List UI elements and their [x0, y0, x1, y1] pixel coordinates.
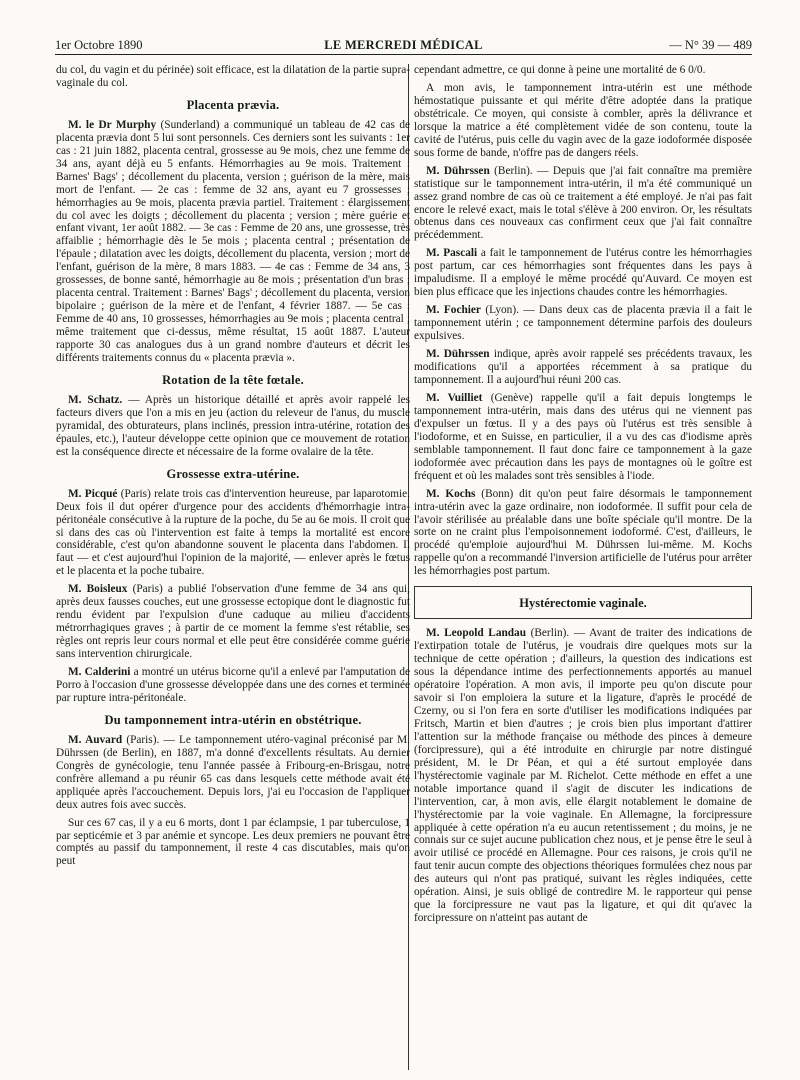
- journal-title: LE MERCREDI MÉDICAL: [324, 38, 483, 52]
- paragraph-text: a fait le tamponnement de l'utérus contre les hémorrhagies post partum, car ces hémorrhagies sont fréquentes dans les pays à impaludisme. Il a employé le même procédé qu'Auvard. Ce moyen est bien plus efficace que les injections chaudes contre les hémorrhagies.: [414, 247, 752, 299]
- author-name: M. Auvard: [68, 733, 123, 746]
- paragraph: [56, 734, 410, 812]
- section-heading: Placenta prævia.: [186, 97, 280, 112]
- author-name: M. Leopold Landau: [426, 627, 526, 640]
- paragraph-text: a montré un utérus bicorne qu'il a enlevé par l'amputation de Porro à l'occasion d'une grossesse développée dans une des cornes et terminée par rupture intra-péritonéale.: [56, 666, 410, 704]
- author-name: M. Fochier: [426, 304, 481, 317]
- paragraph: [414, 348, 752, 387]
- page-header: [55, 38, 752, 55]
- author-name: M. Kochs: [426, 487, 476, 500]
- paragraph-text: (Paris) relate trois cas d'intervention heureuse, par laparotomie. Deux fois il dut opérer d'urgence pour des accidents d'hémorrhagie intra-péritonéale consécutive à la rupture de la poche, du 5e au 6e mois. Il croit que si dans des cas où l'intervention est faite à temps la mortalité est encore considérable, c'est qu'on abandonne souvent le placenta dans l'abdomen. Il faut — et c'est aujourd'hui l'opinion de la majorité, — enlever après le fœtus et le placenta et la poche tubaire.: [56, 487, 410, 578]
- author-name: M. Pascali: [426, 247, 478, 260]
- author-name: M. Schatz.: [68, 393, 123, 406]
- right-column: [414, 64, 752, 1076]
- author-name: M. Boisleux: [68, 583, 128, 596]
- paragraph-text: indique, après avoir rappelé ses précédents travaux, les modifications qu'il a apportées récemment à sa pratique du tamponnement. Il a aujourd'hui réuni 200 cas.: [414, 348, 752, 386]
- paragraph: [414, 304, 752, 343]
- paragraph: [414, 247, 752, 299]
- author-name: M. Dührssen: [426, 348, 490, 361]
- paragraph: [56, 488, 410, 579]
- paragraph: A mon avis, le tamponnement intra-utérin est une méthode hémostatique puissante et qui mérite d'être adoptée dans la pratique obstétricale. Ce moyen, qui consiste à combler, après la délivrance et lorsque la matrice a été complètement vidée de son contenu, toute la cavité de l'utérus, puis celle du vagin avec de la gaze iodoformée disposée sous forme de bande, n'offre pas de dangers réels.: [414, 81, 752, 159]
- paragraph: [414, 488, 752, 579]
- issue-date: 1er Octobre 1890: [55, 38, 143, 52]
- author-name: M. Calderini: [68, 666, 131, 679]
- paragraph: du col, du vagin et du périnée) soit efficace, est la dilatation de la partie supra-vaginale du col.: [56, 64, 410, 89]
- paragraph: cependant admettre, ce qui donne à peine une mortalité de 6 0/0.: [414, 64, 706, 76]
- author-name: M. Dührssen: [426, 164, 490, 177]
- paragraph: [414, 165, 752, 243]
- paragraph-text: (Lyon). — Dans deux cas de placenta prævia il a fait le tamponnement utérin ; ce tamponnement détermine parfois des douleurs expulsives.: [414, 304, 752, 343]
- paragraph-text: (Paris). — Le tamponnement utéro-vaginal préconisé par M. Dührssen (de Berlin), en 1887, m'a donné d'excellents résultats. Au dernier Congrès de gynécologie, tenu l'année passée à Fribourg-en-Brisgau, notre confrère allemand a pu réunir 65 cas dans lesquels cette méthode avait été appliquée après l'accouchement. Depuis lors, j'ai eu l'occasion de l'appliquer deux autres fois avec succès.: [56, 733, 410, 811]
- paragraph: [56, 583, 410, 661]
- paragraph: [414, 627, 752, 925]
- paragraph: [56, 394, 410, 459]
- section-heading: Grossesse extra-utérine.: [166, 466, 300, 481]
- section-heading: Rotation de la tête fœtale.: [162, 372, 304, 387]
- author-name: M. le Dr Murphy: [68, 118, 157, 131]
- author-name: M. Vuilliet: [426, 391, 483, 404]
- paragraph-text: (Berlin). — Avant de traiter des indications de l'extirpation totale de l'utérus, je voudrais dire quelques mots sur la technique de cette opération ; d'ailleurs, la question des indications est sous la dépendance intime des perfectionnements apportés au manuel opératoire l'opération. A mon avis, il importe peu qu'on discute pour savoir si l'on emploiera la suture et la ligature, d'après le procédé de Czerny, ou si l'on fera en sorte d'utiliser les modifications indiquées par Fritsch, Martin et bien d'autres ; je crois bien plus important d'attirer l'attention sur la méthode française ou méthode des pinces à demeure (forcipressure), qui a été introduite en chirurgie par notre distingué président, M. le Dr Péan, et qui a été surtout employée dans l'hystérectomie vaginale par M. Richelot. Cette méthode en effet a une notable importance quand il s'agit de discuter les indications de l'intervention, car, à mon avis, elle élargit notablement le domaine de l'hystérectomie par la voie vaginale. En Allemagne, la forcipressure appliquée à cette opération n'a eu aucun retentissement ; du moins, je ne connais sur ce sujet aucune publication chez nous, et je pense être le seul à avoir utilisé ce procédé en Allemagne. Pour ces raisons, je crois qu'il ne faut tenir aucun compte des objections théoriques formulées chez nous par des auteurs qui n'ont pas pratiqué, suivant les règles indiquées, cette opération. Ainsi, je suis obligé de contredire M. le rapporteur qui pense que la forcipressure ne vaut pas la ligature, et qui dit qu'avec la forcipressure on n'atteint pas autant de: [414, 627, 752, 925]
- paragraph-text: (Paris) a publié l'observation d'une femme de 34 ans qui, après deux fausses couches, eut une grossesse ectopique dont le diagnostic fut rendu évident par l'expulsion d'une caduque au milieu d'accidents métrorrhagiques graves ; à partir de ce moment la femme s'est rétablie, ses règles ont repris leur cours normal et elle peut être considérée comme guérie sans intervention chirurgicale.: [56, 583, 410, 661]
- author-name: M. Picqué: [68, 487, 118, 500]
- section-heading: Du tamponnement intra-utérin en obstétrique.: [104, 712, 362, 727]
- left-column: [56, 64, 410, 1072]
- paragraph-text: (Berlin). — Depuis que j'ai fait connaître ma première statistique sur le tamponnement intra-utérin, il m'a été communiqué un assez grand nombre de cas où ce traitement a été employé. Je n'ai pas fait encore le relevé exact, mais le total s'élève à 200 environ. Or, les résultats obtenus dans ces nouveaux cas confirment ceux que j'ai fait connaître précédemment.: [414, 164, 752, 242]
- paragraph: [414, 392, 752, 483]
- paragraph: [56, 119, 410, 365]
- paragraph: [56, 666, 410, 705]
- paragraph: Sur ces 67 cas, il y a eu 6 morts, dont 1 par éclampsie, 1 par tuberculose, 1 par septicémie et 3 par anémie et syncope. Les deux premiers ne pouvant être comptés au passif du tamponnement, il reste 4 cas discutables, mais qu'on peut: [56, 816, 410, 868]
- paragraph-text: (Sunderland) a communiqué un tableau de 42 cas de placenta prævia dont 5 lui sont personnels. Ces derniers sont les suivants : 1er cas : 21 juin 1882, placenta central, grossesse au 9e mois, chez une femme de 34 ans, ayant déjà eu 5 enfants. Hémorrhagies au 9e mois. Traitement : Barnes' Bags' ; décollement du placenta, version ; guérison de la mère, mais mort de l'enfant. — 2e cas : femme de 32 ans, ayant eu 7 grossesses ; hémorrhagies au 9e mois, placenta prævia partiel. Traitement : élargissement du col avec les doigts ; décollement du placenta ; version ; mère guérie et enfant vivant, 1er août 1882. — 3e cas : Femme de 20 ans, une grossesse, très affaiblie ; hémorrhagie dès le 5e mois ; placenta central ; présentation de l'épaule ; dilatation avec les doigts, décollement du placenta, version ; mort de l'enfant, guérison de la mère, 8 mars 1883. — 4e cas : Femme de 34 ans, 3 grossesses, de bonne santé, hémorrhagie au 8e mois ; présentation d'un bras ; placenta central. Traitement : Barnes' Bags' ; décollement du placenta, version bipolaire ; guérison de la mère et de l'enfant, 4 février 1887. — 5e cas : Femme de 40 ans, 10 grossesses, hémorrhagies au 9e mois ; placenta central ; même traitement que ci-dessus, même résultat, 15 août 1887. L'auteur rapporte 30 cas analogues dus à un grand nombre d'auteurs et décrit les différents traitements connus du « placenta prævia ».: [56, 118, 410, 365]
- issue-number: — N° 39 — 489: [669, 38, 752, 52]
- paragraph-text: — Après un historique détaillé et après avoir rappelé les facteurs divers que l'on a mis en jeu (action du releveur de l'anus, du muscle pyramidal, des obturateurs, plans inclinés, pression intra-utérine, rotation des épaules, etc.), l'auteur développe cette opinion que ce mouvement de rotation est la conséquence directe et nécessaire de la forme ovalaire de la tête.: [56, 393, 410, 458]
- boxed-section-heading: Hystérectomie vaginale.: [414, 586, 752, 619]
- paragraph-text: (Bonn) dit qu'on peut faire désormais le tamponnement intra-utérin avec la gaze ordinaire, non iodoformée. Il suffit pour cela de l'avoir stérilisée au préalable dans une boîte spéciale qu'il montre. De la sorte on ne craint plus l'empoisonnement iodoformé. C'est, d'ailleurs, le procédé qu'emploie aujourd'hui M. Dührssen lui-même. M. Kochs rappelle qu'on a recommandé l'inversion artificielle de l'utérus pour arrêter les hémorrhagies post partum.: [414, 487, 752, 578]
- paragraph-text: (Genève) rappelle qu'il a fait depuis longtemps le tamponnement intra-utérin, mais dans des utérus qui ne viennent pas d'expulser un fœtus. Il y a des pays où l'utérus est très sensible à l'iodoforme, et en Suisse, en particulier, il a vu des cas d'iodisme après semblable tamponnement. Il faut donc faire ce tamponnement à la gaze iodoformée avec précaution dans les pays de montagnes où le goître est fréquent et où les malades sont très sensibles à l'iode.: [414, 391, 752, 482]
